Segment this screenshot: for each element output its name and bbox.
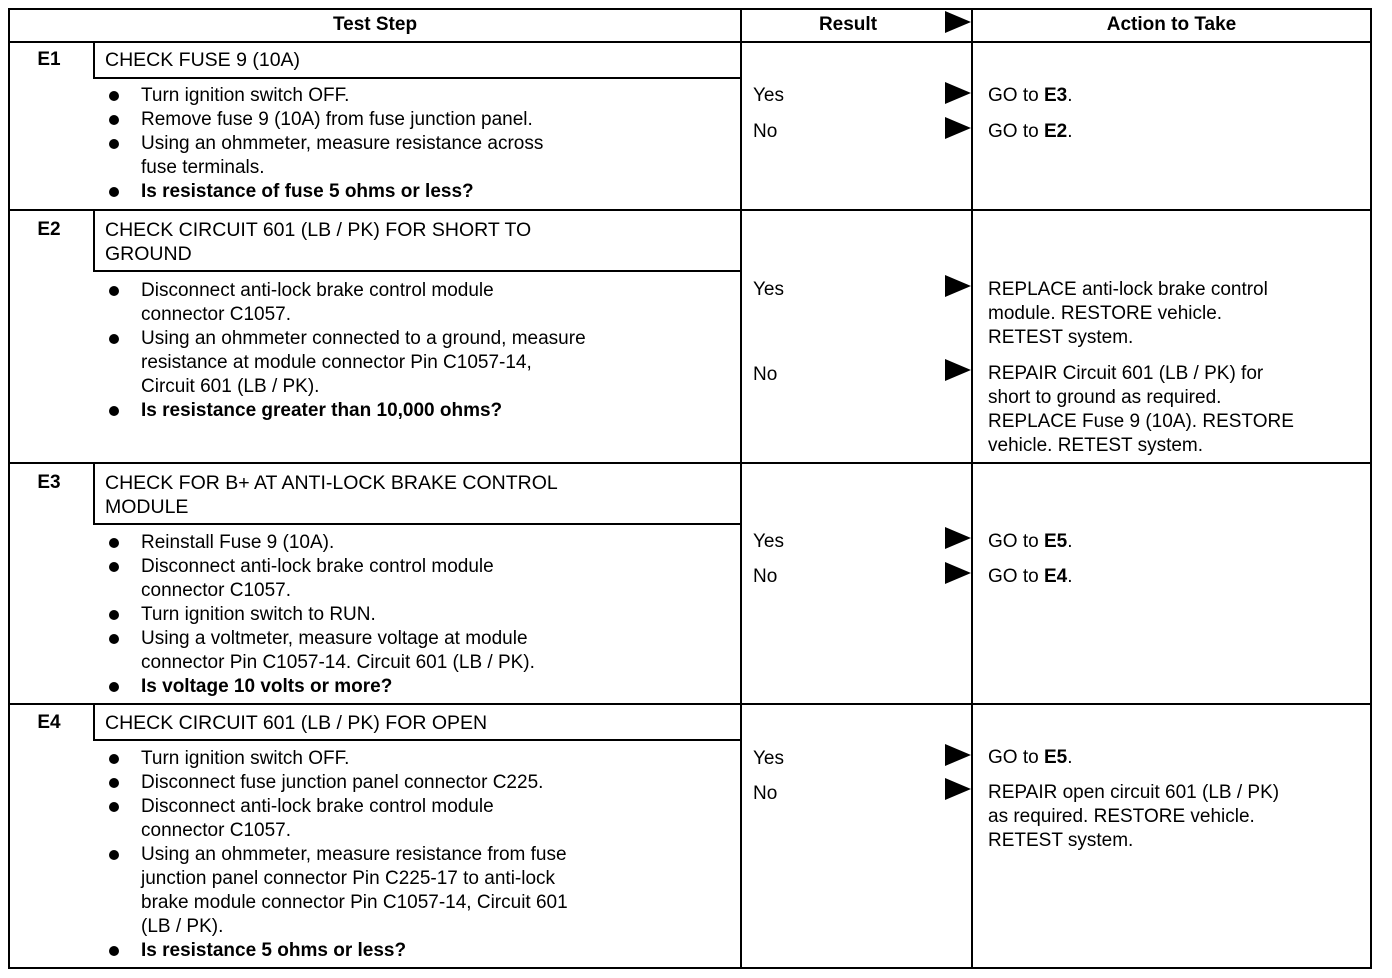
column-divider-action <box>971 8 973 969</box>
action-step-ref: E5 <box>1043 747 1068 768</box>
action-line: REPLACE anti-lock brake control <box>988 279 1268 300</box>
instruction-item: Using an ohmmeter, measure resistance across fuse terminals. <box>105 132 543 180</box>
step-id: E4 <box>37 712 61 733</box>
result-no: No <box>753 783 778 804</box>
action-line: module. RESTORE vehicle. <box>988 303 1223 324</box>
action-line: vehicle. RETEST system. <box>988 435 1204 456</box>
step-id-divider <box>93 703 95 741</box>
result-yes: Yes <box>753 85 784 106</box>
step-id: E1 <box>37 49 61 70</box>
step-id-divider <box>93 462 95 525</box>
step-title-underline <box>93 270 742 272</box>
step-id-divider <box>93 41 95 79</box>
action-line: REPLACE Fuse 9 (10A). RESTORE <box>988 411 1294 432</box>
action-suffix: . <box>1067 121 1073 142</box>
instruction-item: Turn ignition switch to RUN. <box>105 603 535 627</box>
action-text <box>988 278 1268 350</box>
step-title: CHECK CIRCUIT 601 (LB / PK) FOR OPEN <box>105 712 488 734</box>
action-suffix: . <box>1067 566 1073 587</box>
step-title: CHECK FUSE 9 (10A) <box>105 49 301 71</box>
action-step-ref: E3 <box>1043 85 1068 106</box>
action-prefix: GO to <box>988 85 1044 106</box>
action-text <box>988 84 1073 108</box>
result-yes: Yes <box>753 748 784 769</box>
result-arrow-icon <box>945 562 971 584</box>
action-text <box>988 565 1073 589</box>
action-text <box>988 120 1073 144</box>
result-arrow-icon <box>945 527 971 549</box>
action-text <box>988 781 1279 853</box>
action-prefix: GO to <box>988 121 1044 142</box>
step-title-line2: GROUND <box>105 243 192 265</box>
step-title-line2: MODULE <box>105 496 189 518</box>
action-suffix: . <box>1067 747 1073 768</box>
instruction-item: Using a voltmeter, measure voltage at module connector Pin C1057-14. Circuit 601 (LB / PK). <box>105 627 535 675</box>
result-no: No <box>753 566 778 587</box>
result-arrow-icon <box>945 275 971 297</box>
action-line: RETEST system. <box>988 327 1134 348</box>
action-line: short to ground as required. <box>988 387 1222 408</box>
step-id-divider <box>93 209 95 272</box>
step-instructions <box>105 531 535 699</box>
action-step-ref: E4 <box>1043 566 1068 587</box>
step-question: Is resistance 5 ohms or less? <box>105 939 568 963</box>
instruction-item: Disconnect anti-lock brake control module connector C1057. <box>105 279 586 327</box>
action-step-ref: E2 <box>1043 121 1068 142</box>
header-test-step: Test Step <box>332 14 418 35</box>
step-title-underline <box>93 523 742 525</box>
step-question: Is resistance of fuse 5 ohms or less? <box>105 180 543 204</box>
action-prefix: GO to <box>988 747 1044 768</box>
row-separator <box>8 209 1372 211</box>
action-suffix: . <box>1067 85 1073 106</box>
action-line: REPAIR Circuit 601 (LB / PK) for <box>988 363 1264 384</box>
action-prefix: GO to <box>988 566 1044 587</box>
step-question: Is voltage 10 volts or more? <box>105 675 535 699</box>
action-line: as required. RESTORE vehicle. <box>988 806 1255 827</box>
header-action: Action to Take <box>1106 14 1237 35</box>
action-step-ref: E5 <box>1043 531 1068 552</box>
result-yes: Yes <box>753 279 784 300</box>
table-right-border <box>1370 8 1372 969</box>
result-no: No <box>753 364 778 385</box>
step-id: E3 <box>37 472 61 493</box>
result-arrow-icon <box>945 117 971 139</box>
instruction-item: Disconnect anti-lock brake control module connector C1057. <box>105 555 535 603</box>
action-line: REPAIR open circuit 601 (LB / PK) <box>988 782 1280 803</box>
result-arrow-icon <box>945 82 971 104</box>
instruction-item: Using an ohmmeter, measure resistance from fuse junction panel connector Pin C225-17 to anti-lock brake module connector Pin C1057-14, Circuit 601 (LB / PK). <box>105 843 568 939</box>
header-bottom-border <box>8 41 1372 43</box>
instruction-item: Reinstall Fuse 9 (10A). <box>105 531 535 555</box>
instruction-item: Using an ohmmeter connected to a ground, measure resistance at module connector Pin C1057-14, Circuit 601 (LB / PK). <box>105 327 586 399</box>
step-question: Is resistance greater than 10,000 ohms? <box>105 399 586 423</box>
step-instructions <box>105 279 586 423</box>
step-title-underline <box>93 77 742 79</box>
row-separator <box>8 703 1372 705</box>
table-top-border <box>8 8 1372 10</box>
row-separator <box>8 462 1372 464</box>
action-text <box>988 362 1294 458</box>
action-prefix: GO to <box>988 531 1044 552</box>
action-suffix: . <box>1067 531 1073 552</box>
action-text <box>988 530 1073 554</box>
instruction-item: Turn ignition switch OFF. <box>105 747 568 771</box>
step-instructions <box>105 84 543 204</box>
step-title: CHECK FOR B+ AT ANTI-LOCK BRAKE CONTROL <box>105 472 558 494</box>
step-id: E2 <box>37 219 61 240</box>
step-title: CHECK CIRCUIT 601 (LB / PK) FOR SHORT TO <box>105 219 532 241</box>
result-yes: Yes <box>753 531 784 552</box>
column-divider-result <box>740 8 742 969</box>
result-no: No <box>753 121 778 142</box>
step-instructions <box>105 747 568 963</box>
result-arrow-icon <box>945 744 971 766</box>
instruction-item: Remove fuse 9 (10A) from fuse junction panel. <box>105 108 543 132</box>
action-text <box>988 746 1073 770</box>
table-bottom-border <box>8 967 1372 969</box>
instruction-item: Disconnect anti-lock brake control module connector C1057. <box>105 795 568 843</box>
instruction-item: Disconnect fuse junction panel connector C225. <box>105 771 568 795</box>
header-result: Result <box>818 14 878 35</box>
instruction-item: Turn ignition switch OFF. <box>105 84 543 108</box>
step-title-underline <box>93 739 742 741</box>
result-arrow-icon <box>945 359 971 381</box>
result-arrow-icon <box>945 778 971 800</box>
header-arrow-icon <box>945 11 971 33</box>
action-line: RETEST system. <box>988 830 1134 851</box>
